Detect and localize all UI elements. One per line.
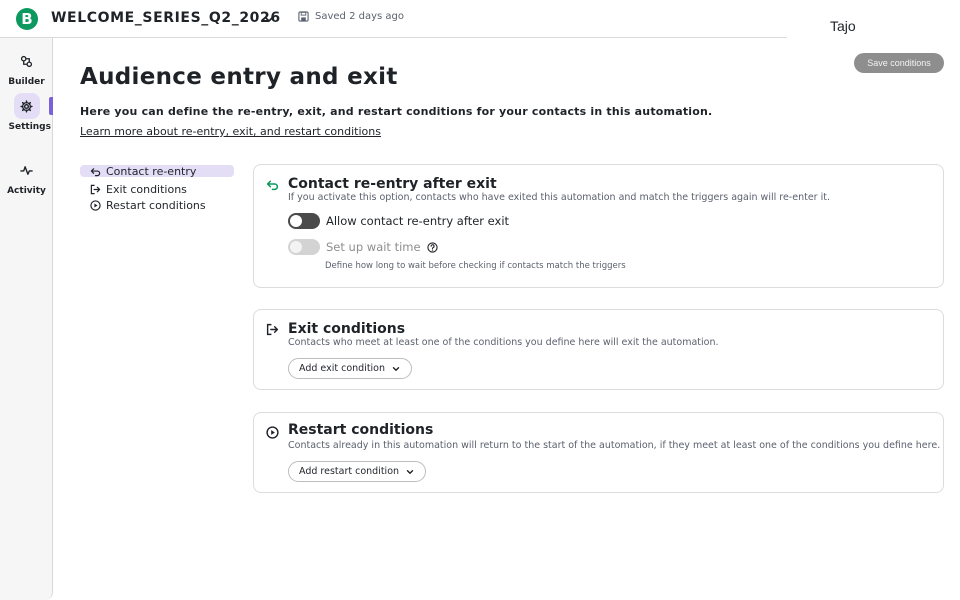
section-nav-exit-conditions[interactable] <box>80 181 234 197</box>
add-exit-condition-button[interactable] <box>288 358 412 379</box>
allow-reentry-row <box>288 213 509 229</box>
rail-label-activity: Activity <box>7 186 46 196</box>
exit-icon <box>90 184 101 195</box>
allow-reentry-toggle[interactable] <box>288 213 320 229</box>
play-circle-icon <box>266 426 279 439</box>
exit-subtitle: Contacts who meet at least one of the conditions you define here will exit the automation. <box>288 337 719 348</box>
activity-icon <box>20 164 33 177</box>
wait-time-hint: Define how long to wait before checking if contacts match the triggers <box>325 261 626 271</box>
page-description: Here you can define the re-entry, exit, and restart conditions for your contacts in this automation. <box>80 105 713 118</box>
save-status <box>298 11 404 22</box>
user-name[interactable]: Tajo <box>830 18 856 34</box>
workflow-name[interactable]: WELCOME_SERIES_Q2_2026 <box>51 10 281 26</box>
chevron-down-icon <box>405 467 415 477</box>
add-restart-condition-button[interactable] <box>288 461 426 482</box>
wait-time-label: Set up wait time <box>326 240 421 254</box>
add-restart-condition-label: Add restart condition <box>299 466 400 477</box>
undo-arrow-icon <box>266 178 279 191</box>
play-circle-icon <box>90 200 101 211</box>
help-icon[interactable] <box>427 242 438 253</box>
gear-icon <box>20 100 33 113</box>
rail-item-settings[interactable] <box>0 93 53 133</box>
reentry-subtitle: If you activate this option, contacts who have exited this automation and match the triggers again will re-enter it. <box>288 192 830 203</box>
section-nav-label: Restart conditions <box>106 198 206 212</box>
rail-label-builder: Builder <box>8 77 45 87</box>
chevron-down-icon <box>391 364 401 374</box>
rail-item-builder[interactable] <box>0 48 53 88</box>
rail-active-indicator <box>49 97 53 115</box>
wait-time-row <box>288 239 438 255</box>
save-conditions-button[interactable]: Save conditions <box>854 53 944 73</box>
section-nav <box>80 165 234 213</box>
section-nav-label: Exit conditions <box>106 182 187 196</box>
builder-icon <box>20 55 33 68</box>
section-nav-contact-reentry[interactable] <box>80 165 234 177</box>
learn-more-link[interactable]: Learn more about re-entry, exit, and restart conditions <box>80 125 381 138</box>
saved-status-text: Saved 2 days ago <box>315 11 404 22</box>
reentry-title: Contact re-entry after exit <box>288 176 497 192</box>
rail-icon-wrap <box>14 93 40 119</box>
exit-icon <box>266 323 279 336</box>
reentry-card <box>253 164 944 288</box>
section-nav-restart-conditions[interactable] <box>80 197 234 213</box>
toggle-knob <box>290 215 302 227</box>
brand-logo[interactable]: B <box>16 8 38 30</box>
rail-icon-wrap <box>14 48 40 74</box>
add-exit-condition-label: Add exit condition <box>299 363 386 374</box>
rail-label-settings: Settings <box>8 122 51 132</box>
undo-arrow-icon <box>90 166 101 177</box>
restart-card <box>253 412 944 493</box>
user-area[interactable] <box>787 0 960 38</box>
chevron-down-icon[interactable] <box>262 12 276 26</box>
restart-title: Restart conditions <box>288 422 434 438</box>
restart-subtitle: Contacts already in this automation will return to the start of the automation, if they meet at least one of the conditions you define here. <box>288 440 941 451</box>
save-disk-icon <box>298 11 309 22</box>
section-nav-label: Contact re-entry <box>106 164 197 178</box>
exit-title: Exit conditions <box>288 321 406 337</box>
rail-icon-wrap <box>14 157 40 183</box>
toggle-knob <box>290 241 302 253</box>
wait-time-toggle[interactable] <box>288 239 320 255</box>
allow-reentry-label: Allow contact re-entry after exit <box>326 214 510 228</box>
left-rail <box>0 38 53 600</box>
rail-item-activity[interactable] <box>0 157 53 197</box>
page-title: Audience entry and exit <box>80 64 398 90</box>
exit-card <box>253 309 944 390</box>
